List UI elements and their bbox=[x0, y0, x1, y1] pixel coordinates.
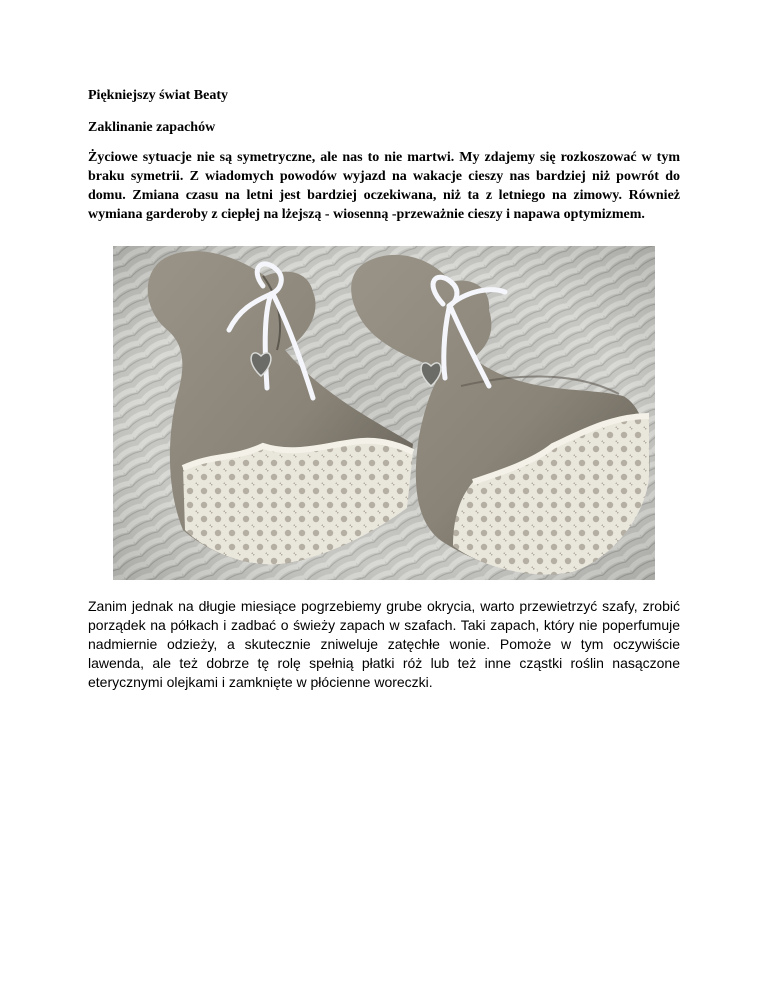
sachets-photo bbox=[113, 246, 655, 580]
intro-paragraph: Życiowe sytuacje nie są symetryczne, ale nas to nie martwi. My zdajemy się rozkoszować w tym braku symetrii. Z wiadomych powodów wyjazd na wakacje cieszy nas bardziej niż powrót do domu. Zmiana czasu na letni jest bardziej oczekiwana, niż ta z letniego na zimowy. Również wymiana garderoby z ciepłej na lżejszą - wiosenną -przeważnie cieszy i napawa optymizmem. bbox=[88, 150, 680, 222]
document-title: Piękniejszy świat Beaty bbox=[88, 88, 228, 103]
document-subtitle: Zaklinanie zapachów bbox=[88, 120, 216, 135]
body-paragraph: Zanim jednak na długie miesiące pogrzebiemy grube okrycia, warto przewietrzyć szafy, zrobić porządek na półkach i zadbać o świeży zapach w szafach. Taki zapach, który nie poperfumuje nadmiernie odzieży, a skutecznie zniweluje zatęchłe wonie. Pomoże w tym oczywiście lawenda, ale też dobrze tę rolę spełnią płatki róż lub też inne cząstki roślin nasączone eterycznymi olejkami i zamknięte w płócienne woreczki. bbox=[88, 598, 680, 690]
